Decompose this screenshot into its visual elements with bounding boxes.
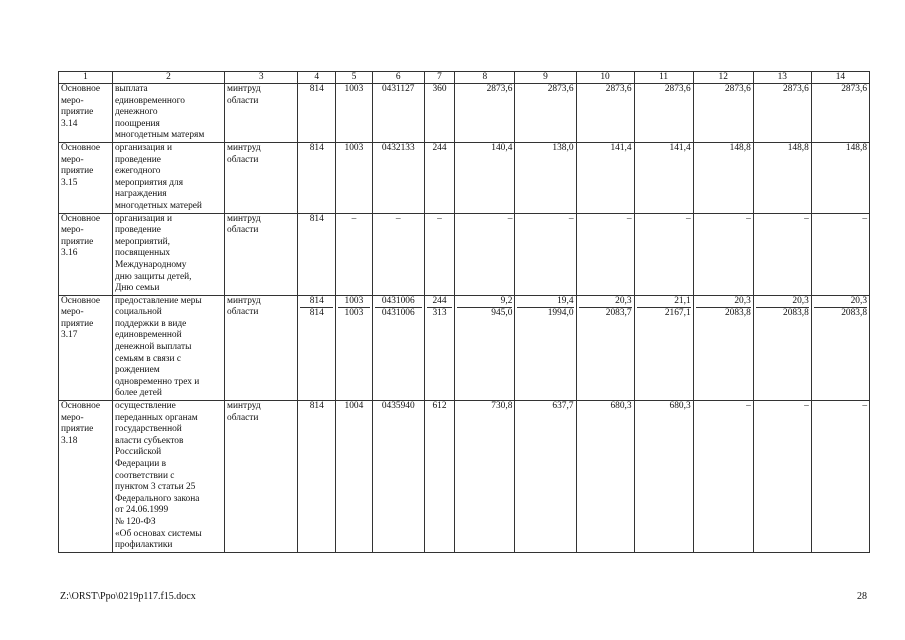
cell-value: 680,3 — [610, 401, 632, 412]
amount-cell — [693, 295, 753, 400]
cell-value: 141,4 — [669, 142, 691, 153]
cell-value: 0435940 — [381, 401, 415, 412]
cell-value: – — [626, 213, 632, 224]
executor-cell: минтруд области — [225, 213, 298, 295]
cell-value: 2167,1 — [664, 308, 691, 319]
amount-cell — [753, 295, 811, 400]
cell-value: 814 — [309, 213, 324, 224]
column-header: 5 — [336, 72, 373, 84]
code-cell — [298, 84, 336, 143]
table-body — [59, 84, 870, 553]
cell-value: – — [568, 213, 574, 224]
amount-cell — [455, 295, 515, 400]
cell-value: 612 — [432, 401, 447, 412]
column-header: 11 — [634, 72, 693, 84]
amount-cell — [515, 401, 576, 553]
cell-value: 0431006 — [381, 308, 415, 319]
column-header: 9 — [515, 72, 576, 84]
cell-value: 2083,8 — [841, 308, 867, 319]
amount-cell — [634, 142, 693, 213]
column-header: 4 — [298, 72, 336, 84]
code-cell — [298, 142, 336, 213]
cell-value: 2873,6 — [783, 84, 809, 94]
code-cell — [372, 295, 424, 400]
cell-value: 148,8 — [845, 142, 867, 153]
executor-cell: минтруд области — [225, 142, 298, 213]
measure-name-cell: Основное меро- приятие 3.15 — [59, 142, 113, 213]
amount-cell — [634, 401, 693, 553]
cell-value: – — [862, 401, 867, 412]
amount-cell — [811, 213, 869, 295]
measure-name-cell: Основное меро- приятие 3.17 — [59, 295, 113, 400]
table-row — [59, 295, 870, 400]
cell-value: 2083,8 — [783, 308, 809, 319]
footer-file-path: Z:\ORST\Ppo\0219p117.f15.docx — [60, 591, 196, 602]
cell-value: 730,8 — [491, 401, 513, 412]
amount-cell — [693, 142, 753, 213]
cell-value: 9,2 — [457, 296, 512, 309]
cell-value: 814 — [300, 296, 333, 309]
amount-cell — [753, 84, 811, 143]
amount-cell — [634, 295, 693, 400]
amount-cell — [811, 295, 869, 400]
code-cell — [372, 213, 424, 295]
cell-value: – — [507, 213, 513, 224]
amount-cell — [576, 401, 634, 553]
cell-value: 244 — [432, 142, 447, 153]
code-cell — [298, 295, 336, 400]
cell-value: 148,8 — [729, 142, 751, 153]
amount-cell — [455, 84, 515, 143]
cell-value: 2083,8 — [724, 308, 751, 319]
column-header: 7 — [424, 72, 455, 84]
executor-cell: минтруд области — [225, 84, 298, 143]
measure-name-cell: Основное меро- приятие 3.18 — [59, 401, 113, 553]
amount-cell — [455, 142, 515, 213]
code-cell — [336, 401, 373, 553]
cell-value: 1004 — [344, 401, 364, 412]
cell-value: 141,4 — [610, 142, 632, 153]
cell-value: 2873,6 — [841, 84, 867, 94]
column-header: 6 — [372, 72, 424, 84]
cell-value: 945,0 — [491, 308, 513, 319]
cell-value: 2083,7 — [605, 308, 632, 319]
amount-cell — [693, 213, 753, 295]
footer-page-number: 28 — [857, 591, 867, 602]
code-cell — [336, 84, 373, 143]
cell-value: 2873,6 — [664, 84, 691, 94]
amount-cell — [811, 84, 869, 143]
cell-value: 1003 — [344, 142, 364, 153]
cell-value: 814 — [309, 84, 324, 94]
column-header: 14 — [811, 72, 869, 84]
table-row — [59, 84, 870, 143]
cell-value: 2873,6 — [605, 84, 632, 94]
cell-value: – — [804, 213, 809, 224]
table-row — [59, 142, 870, 213]
cell-value: – — [395, 213, 401, 224]
amount-cell — [515, 142, 576, 213]
measure-description-cell: предоставление меры социальной поддержки в виде единовременной денежной выплаты семьям в связи с рождением одновременно трех и более детей — [112, 295, 224, 400]
executor-cell: минтруд области — [225, 401, 298, 553]
cell-value: 2873,6 — [486, 84, 513, 94]
code-cell — [298, 213, 336, 295]
cell-value: 140,4 — [491, 142, 513, 153]
code-cell — [372, 142, 424, 213]
cell-value: 0431006 — [375, 296, 422, 309]
cell-value: 1003 — [344, 84, 364, 94]
amount-cell — [753, 213, 811, 295]
amount-cell — [576, 295, 634, 400]
column-header: 12 — [693, 72, 753, 84]
code-cell — [372, 401, 424, 553]
amount-cell — [576, 142, 634, 213]
amount-cell — [515, 213, 576, 295]
amount-cell — [515, 84, 576, 143]
amount-cell — [634, 213, 693, 295]
budget-table — [58, 71, 870, 553]
code-cell — [372, 84, 424, 143]
cell-value: 20,3 — [696, 296, 751, 309]
cell-value: 20,3 — [756, 296, 809, 309]
amount-cell — [753, 401, 811, 553]
table-header-row — [59, 72, 870, 84]
cell-value: 814 — [309, 308, 324, 319]
code-cell — [424, 142, 455, 213]
amount-cell — [811, 401, 869, 553]
cell-value: 138,0 — [552, 142, 574, 153]
cell-value: – — [862, 213, 867, 224]
amount-cell — [576, 84, 634, 143]
cell-value: 0431127 — [381, 84, 415, 94]
cell-value: 2873,6 — [724, 84, 751, 94]
cell-value: 313 — [432, 308, 447, 319]
column-header: 1 — [59, 72, 113, 84]
cell-value: 20,3 — [579, 296, 632, 309]
column-header: 10 — [576, 72, 634, 84]
cell-value: 20,3 — [814, 296, 867, 309]
amount-cell — [455, 401, 515, 553]
measure-description-cell: организация и проведение мероприятий, посвященных Международному дню защиты детей, Дню семьи — [112, 213, 224, 295]
column-header: 13 — [753, 72, 811, 84]
amount-cell — [576, 213, 634, 295]
cell-value: – — [685, 213, 691, 224]
cell-value: 1003 — [338, 296, 370, 309]
cell-value: – — [746, 401, 751, 412]
cell-value: 19,4 — [517, 296, 573, 309]
measure-description-cell: выплата единовременного денежного поощрения многодетным матерям — [112, 84, 224, 143]
measure-name-cell: Основное меро- приятие 3.16 — [59, 213, 113, 295]
cell-value: – — [437, 213, 442, 224]
amount-cell — [693, 84, 753, 143]
cell-value: – — [746, 213, 751, 224]
code-cell — [336, 142, 373, 213]
code-cell — [336, 295, 373, 400]
amount-cell — [693, 401, 753, 553]
cell-value: 814 — [309, 401, 324, 412]
code-cell — [424, 84, 455, 143]
cell-value: 21,1 — [637, 296, 691, 309]
code-cell — [424, 213, 455, 295]
cell-value: 360 — [432, 84, 447, 94]
table-row — [59, 401, 870, 553]
measure-name-cell: Основное меро- приятие 3.14 — [59, 84, 113, 143]
code-cell — [424, 295, 455, 400]
measure-description-cell: осуществление переданных органам государственной власти субъектов Российской Федерации в соответствии с пунктом 3 статьи 25 Федерального закона от 24.06.1999 № 120-ФЗ «Об основах системы профилактики — [112, 401, 224, 553]
cell-value: 244 — [427, 296, 453, 309]
executor-cell: минтруд области — [225, 295, 298, 400]
amount-cell — [515, 295, 576, 400]
measure-description-cell: организация и проведение ежегодного мероприятия для награждения многодетных матерей — [112, 142, 224, 213]
cell-value: – — [804, 401, 809, 412]
code-cell — [336, 213, 373, 295]
amount-cell — [455, 213, 515, 295]
cell-value: 2873,6 — [547, 84, 574, 94]
cell-value: – — [351, 213, 357, 224]
code-cell — [424, 401, 455, 553]
amount-cell — [811, 142, 869, 213]
amount-cell — [753, 142, 811, 213]
column-header: 2 — [112, 72, 224, 84]
cell-value: 1003 — [344, 308, 364, 319]
cell-value: 680,3 — [669, 401, 691, 412]
cell-value: 148,8 — [787, 142, 809, 153]
column-header: 3 — [225, 72, 298, 84]
cell-value: 0432133 — [381, 142, 415, 153]
amount-cell — [634, 84, 693, 143]
code-cell — [298, 401, 336, 553]
cell-value: 1994,0 — [547, 308, 574, 319]
cell-value: 637,7 — [552, 401, 574, 412]
table-row — [59, 213, 870, 295]
cell-value: 814 — [309, 142, 324, 153]
column-header: 8 — [455, 72, 515, 84]
